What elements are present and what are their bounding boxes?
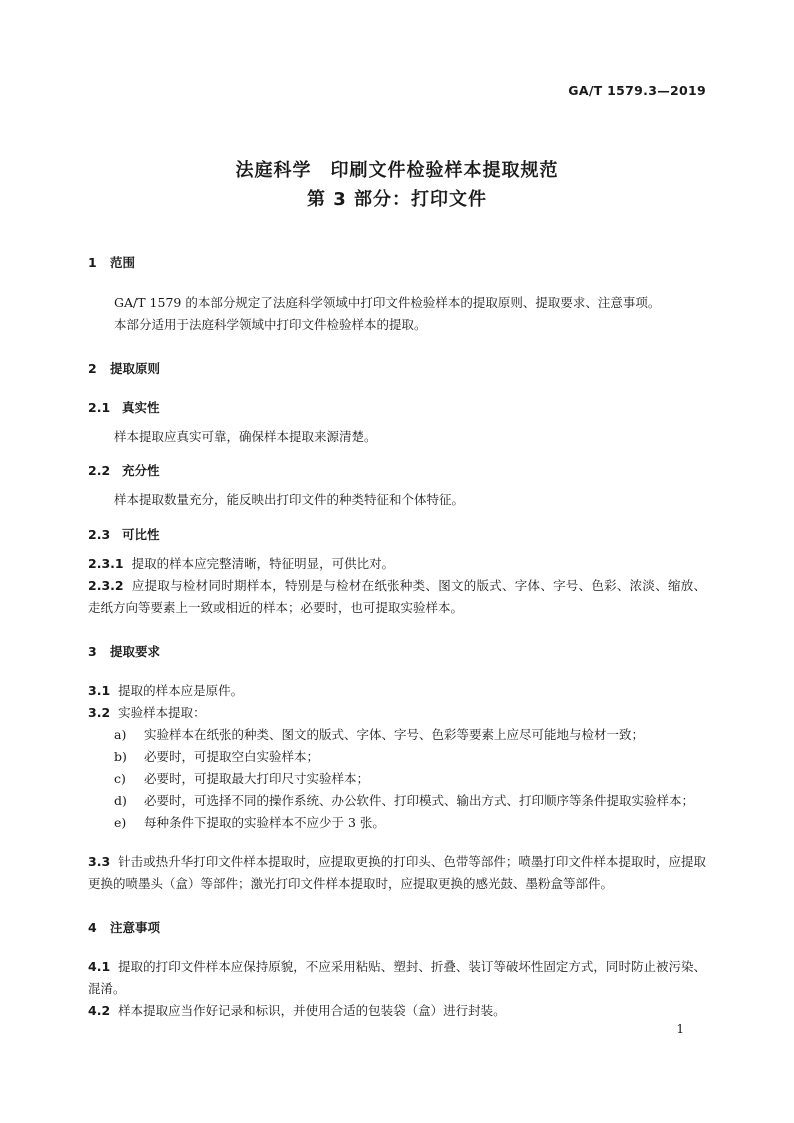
section-1-heading: 1 范围 (88, 255, 136, 270)
standard-code: GA/T 1579.3—2019 (568, 83, 706, 98)
section-2-2-heading: 2.2 充分性 (88, 463, 160, 478)
list-item: b) 必要时，可提取空白实验样本； (114, 749, 320, 764)
sample-extraction-list (114, 724, 706, 834)
section-3-heading: 3 提取要求 (88, 644, 161, 659)
section-2-heading: 2 提取原则 (88, 361, 161, 376)
document-title: 法庭科学 印刷文件检验样本提取规范 (235, 160, 559, 181)
clause-4-1: 4.1 提取的打印文件样本应保持原貌，不应采用粘贴、塑封、折叠、装订等破坏性固定方式，同时防止被污染、混淆。 (88, 959, 706, 996)
section-1-paragraph-1: GA/T 1579 的本部分规定了法庭科学领域中打印文件检验样本的提取原则、提取要求、注意事项。 (114, 295, 661, 310)
clause-3-3: 3.3 针击或热升华打印文件样本提取时，应提取更换的打印头、色带等部件；喷墨打印文件样本提取时，应提取更换的喷墨头（盒）等部件；激光打印文件样本提取时，应提取更换的感光鼓、墨粉盒等部件。 (88, 854, 706, 891)
clause-4-2: 4.2 样本提取应当作好记录和标识，并使用合适的包装袋（盒）进行封装。 (88, 1003, 506, 1018)
section-1-paragraph-2: 本部分适用于法庭科学领域中打印文件检验样本的提取。 (114, 317, 427, 332)
list-item: d) 必要时，可选择不同的操作系统、办公软件、打印模式、输出方式、打印顺序等条件提取实验样本； (114, 793, 695, 808)
section-2-1-heading: 2.1 真实性 (88, 400, 160, 415)
section-2-1-text: 样本提取应真实可靠，确保样本提取来源清楚。 (114, 429, 377, 444)
clause-2-3-2: 2.3.2 应提取与检材同时期样本，特别是与检材在纸张种类、图文的版式、字体、字号、色彩、浓淡、缩放、走纸方向等要素上一致或相近的样本；必要时，也可提取实验样本。 (88, 578, 706, 615)
clause-2-3-1: 2.3.1 提取的样本应完整清晰，特征明显，可供比对。 (88, 556, 395, 571)
section-2-2-text: 样本提取数量充分，能反映出打印文件的种类特征和个体特征。 (114, 492, 465, 507)
list-item: c) 必要时，可提取最大打印尺寸实验样本； (114, 771, 370, 786)
section-4-heading: 4 注意事项 (88, 920, 161, 935)
page-number: 1 (676, 1022, 684, 1036)
list-item: a) 实验样本在纸张的种类、图文的版式、字体、字号、色彩等要素上应尽可能地与检材一致； (114, 727, 645, 742)
clause-3-1: 3.1 提取的样本应是原件。 (88, 683, 244, 698)
list-item: e) 每种条件下提取的实验样本不应少于 3 张。 (114, 815, 385, 830)
section-2-3-heading: 2.3 可比性 (88, 527, 160, 542)
clause-3-2: 3.2 实验样本提取： (88, 705, 206, 720)
document-subtitle: 第 3 部分：打印文件 (306, 189, 488, 210)
